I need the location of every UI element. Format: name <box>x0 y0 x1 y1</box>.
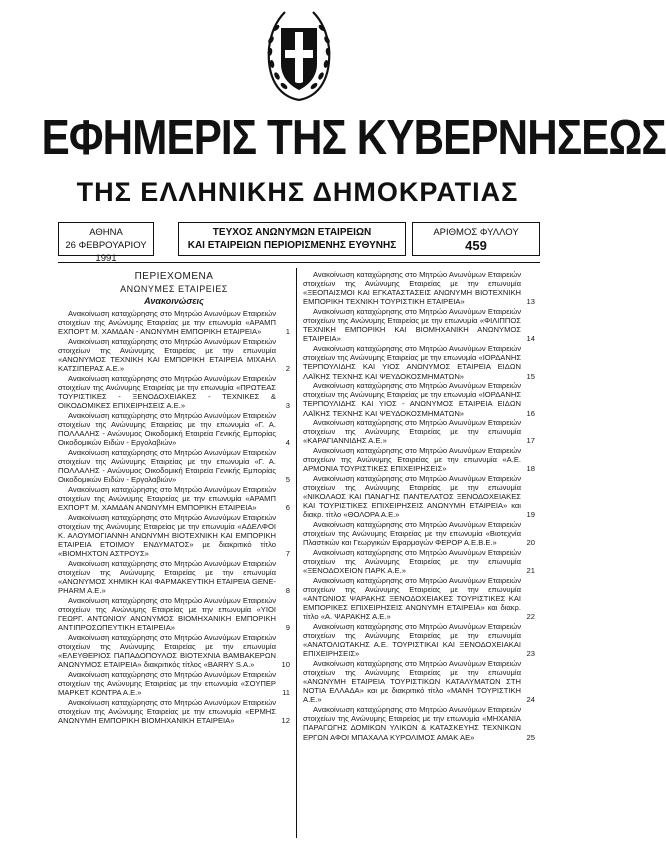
entry-page-number: 20 <box>526 538 535 548</box>
entry-text: Ανακοίνωση καταχώρησης στο Μητρώο Ανωνύμων Εταιρειών στοιχείων της Ανώνυμης Εταιρείας με την επωνυμία «ΑΝΤΩΝΙΟΣ ΨΑΡΑΚΗΣ ΞΕΝΟΔΟΧΕΙΑΚΕΣ ΤΟΥΡΙΣΤΙΚΕΣ ΚΑΙ ΕΜΠΟΡΙΚΕΣ ΕΠΙΧΕΙΡΗΣΕΙΣ ΑΝΩΝΥΜΗ ΕΤΑΙΡΕΙΑ» και διακρ. τίτλο «Α. ΨΑΡΑΚΗΣ Α.Ε.» <box>303 575 521 622</box>
entry-text: Ανακοίνωση καταχώρησης στο Μητρώο Ανωνύμων Εταιρειών στοιχείων της Ανώνυμης Εταιρείας με την επωνυμία «Γ. Α. ΠΟΛΛΑΛΗΣ - Ανώνυμος Οικοδομική Εταιρεία Γενικής Εμπορίας Οικοδομικών Ειδών - Εργολαβιών» <box>58 447 276 485</box>
entry-text: Ανακοίνωση καταχώρησης στο Μητρώο Ανωνύμων Εταιρειών στοιχείων της Ανώνυμης Εταιρείας με την επωνυμία «ΠΡΩΤΕΑΣ ΤΟΥΡΙΣΤΙΚΕΣ - ΞΕΝΟΔΟΧΕΙΑΚΕΣ - ΤΕΧΝΙΚΕΣ & ΟΙΚΟΔΟΜΙΚΕΣ ΕΠΙΧΕΙΡΗΣΕΙΣ Α.Ε.» <box>58 373 276 411</box>
entry-page-number: 3 <box>285 401 290 411</box>
contents-entry <box>58 485 290 512</box>
entry-text: Ανακοίνωση καταχώρησης στο Μητρώο Ανωνύμων Εταιρειών στοιχείων της Ανώνυμης Εταιρείας με την επωνυμία «ΜΗΧΑΝΙΑ ΠΑΡΑΓΩΓΗΣ ΔΟΜΙΚΩΝ ΥΛΙΚΩΝ & ΚΑΤΑΣΚΕΥΗΣ ΤΕΧΝΙΚΩΝ ΕΡΓΩΝ ΑΦΟΙ ΜΠΑΧΑΛΑ ΚΥΡΟΛΙΜΟΣ ΑΜΑΚ ΑΕ» <box>303 705 521 742</box>
header-rule <box>58 262 540 263</box>
entry-page-number: 19 <box>526 510 535 520</box>
entry-page-number: 23 <box>526 649 535 659</box>
entry-text: Ανακοίνωση καταχώρησης στο Μητρώο Ανωνύμων Εταιρειών στοιχείων της Ανώνυμης Εταιρείας με την επωνυμία «ΑΝΩΝΥΜΟΣ ΧΗΜΙΚΗ ΚΑΙ ΦΑΡΜΑΚΕΥΤΙΚΗ ΕΤΑΙΡΕΙΑ GENE-PHARM A.E.» <box>58 558 276 596</box>
entry-page-number: 12 <box>281 716 290 726</box>
contents-entry <box>58 559 290 596</box>
entry-page-number: 4 <box>285 438 290 448</box>
entry-page-number: 16 <box>526 408 535 418</box>
contents-entry <box>58 374 290 411</box>
issue-type-line2: ΚΑΙ ΕΤΑΙΡΕΙΩΝ ΠΕΡΙΟΡΙΣΜΕΝΗΣ ΕΥΘΥΝΗΣ <box>187 240 397 251</box>
contents-entry <box>303 381 535 418</box>
column-divider <box>296 268 297 838</box>
entry-page-number: 25 <box>526 732 535 742</box>
contents-entry <box>303 659 535 705</box>
entry-page-number: 24 <box>526 695 535 705</box>
contents-entry <box>58 337 290 374</box>
entry-text: Ανακοίνωση καταχώρησης στο Μητρώο Ανωνύμων Εταιρειών στοιχείων της Ανώνυμης Εταιρείας με την επωνυμία «ΞΕΟΠΑΙΣΜΟΙ ΚΑΙ ΕΓΚΑΤΑΣΤΑΣΕΙΣ ΑΝΩΝΥΜΗ ΒΙΟΤΕΧΝΙΚΗ ΕΜΠΟΡΙΚΗ ΤΕΧΝΙΚΗ ΤΟΥΡΙΣΤΙΚΗ ΕΤΑΙΡΕΙΑ» <box>303 270 521 307</box>
contents-entry <box>58 670 290 697</box>
entry-page-number: 10 <box>281 660 290 670</box>
entry-page-number: 7 <box>285 549 290 559</box>
entry-page-number: 18 <box>526 464 535 474</box>
entry-text: Ανακοίνωση καταχώρησης στο Μητρώο Ανωνύμων Εταιρειών στοιχείων της Ανώνυμης Εταιρείας με την επωνυμία «ΚΑΡΑΓΙΑΝΝΙΔΗΣ Α.Ε.» <box>303 418 521 446</box>
contents-entry <box>58 513 290 559</box>
contents-entry <box>58 596 290 633</box>
entry-page-number: 21 <box>526 566 535 576</box>
contents-entry <box>303 622 535 659</box>
entry-page-number: 2 <box>285 364 290 374</box>
contents-entry <box>303 344 535 381</box>
issue-date: 26 ΦΕΒΡΟΥΑΡΙΟΥ 1991 <box>65 240 147 264</box>
entry-page-number: 9 <box>285 623 290 633</box>
entry-page-number: 11 <box>282 688 290 698</box>
entry-text: Ανακοίνωση καταχώρησης στο Μητρώο Ανωνύμων Εταιρειών στοιχείων της Ανώνυμης Εταιρείας με την επωνυμία «ΑΡΑΜΠ ΕΧΠΟΡΤ Μ. ΧΑΜΔΑΝ - ΑΝΩΝΥΜΗ ΕΜΠΟΡΙΚΗ ΕΤΑΙΡΕΙΑ» <box>58 309 276 337</box>
entry-page-number: 14 <box>526 334 535 344</box>
entry-text: Ανακοίνωση καταχώρησης στο Μητρώο Ανωνύμων Εταιρειών στοιχείων της Ανώνυμης Εταιρείας με την επωνυμία «ΑΝΑΤΟΛΙΩΤΑΚΗΣ Α.Ε. ΤΟΥΡΙΣΤΙΚΑΙ ΚΑΙ ΞΕΝΟΔΟΧΕΙΑΚΑΙ ΕΠΙΧΕΙΡΗΣΕΙΣ» <box>303 621 521 659</box>
contents-entry <box>58 633 290 670</box>
entry-text: Ανακοίνωση καταχώρησης στο Μητρώο Ανωνύμων Εταιρειών στοιχείων της Ανώνυμης Εταιρείας με την επωνυμία «Γ. Α. ΠΟΛΛΑΛΗΣ - Ανώνυμος Οικοδομική Εταιρεία Γενικής Εμπορίας Οικοδομικών Ειδών - Εργολαβιών» <box>58 410 276 448</box>
entry-text: Ανακοίνωση καταχώρησης στο Μητρώο Ανωνύμων Εταιρειών στοιχείων της Ανώνυμης Εταιρείας με την επωνυμία «ΑΝΩΝΥΜΗ ΕΤΑΙΡΕΙΑ ΤΟΥΡΙΣΤΙΚΩΝ ΚΑΤΑΛΥΜΑΤΩΝ ΣΤΗ ΝΟΤΙΑ ΕΛΛΑΔΑ» και με διακριτικό τίτλο «ΜΑΝΗ ΤΟΥΡΙΣΤΙΚΗ Α.Ε.» <box>303 658 521 705</box>
sheet-number-label: ΑΡΙΘΜΟΣ ΦΥΛΛΟΥ <box>433 227 519 238</box>
date-box <box>58 222 154 264</box>
contents-entry <box>303 705 535 742</box>
entry-text: Ανακοίνωση καταχώρησης στο Μητρώο Ανωνύμων Εταιρειών στοιχείων της Ανώνυμης Εταιρείας με την επωνυμία «ΕΡΜΗΣ ΑΝΩΝΥΜΗ ΕΜΠΟΡΙΚΗ ΒΙΟΜΗΧΑΝΙΚΗ ΕΤΑΙΡΕΙΑ» <box>58 697 276 726</box>
contents-entry <box>303 520 535 547</box>
entry-page-number: 1 <box>285 327 290 337</box>
contents-entry <box>303 548 535 575</box>
contents-entry <box>303 446 535 473</box>
entry-text: Ανακοίνωση καταχώρησης στο Μητρώο Ανωνύμων Εταιρειών στοιχείων της Ανώνυμης Εταιρείας με την επωνυμία «ΦΙΛΙΠΠΟΣ ΤΕΧΝΙΚΗ ΕΜΠΟΡΙΚΗ ΚΑΙ ΒΙΟΜΗΧΑΝΙΚΗ ΑΝΩΝΥΜΟΣ ΕΤΑΙΡΕΙΑ» <box>303 307 521 344</box>
sheet-number-box <box>412 222 540 256</box>
contents-entry <box>303 307 535 344</box>
entry-page-number: 22 <box>526 612 535 622</box>
coat-of-arms-emblem <box>263 6 335 106</box>
entry-page-number: 17 <box>526 436 535 446</box>
entry-text: Ανακοίνωση καταχώρησης στο Μητρώο Ανωνύμων Εταιρειών στοιχείων της Ανώνυμης Εταιρείας με την επωνυμία «ΙΟΡΔΑΝΗΣ ΤΕΡΠΟΥΛΙΔΗΣ ΚΑΙ ΥΙΟΣ ΑΝΩΝΥΜΟΣ ΕΤΑΙΡΕΙΑ ΕΙΔΩΝ ΛΑΪΚΗΣ ΤΕΧΝΗΣ ΚΑΙ ΨΕΥΔΟΚΟΣΜΗΜΑΤΩΝ» <box>303 344 522 381</box>
gazette-subtitle: ΤΗΣ ΕΛΛΗΝΙΚΗΣ ΔΗΜΟΚΡΑΤΙΑΣ <box>76 177 519 207</box>
contents-entry <box>58 309 290 336</box>
contents-entry <box>303 418 535 445</box>
entry-text: Ανακοίνωση καταχώρησης στο Μητρώο Ανωνύμων Εταιρειών στοιχείων της Ανώνυμης Εταιρείας με την επωνυμία «ΞΕΝΟΔΟΧΕΙΟΝ ΠΑΡΚ Α.Ε.» <box>303 547 521 576</box>
entry-text: Ανακοίνωση καταχώρησης στο Μητρώο Ανωνύμων Εταιρειών στοιχείων της Ανώνυμης Εταιρείας με την επωνυμία «ΙΟΡΔΑΝΗΣ ΤΕΡΠΟΥΛΙΔΗΣ ΚΑΙ ΥΙΟΣ - ΑΝΩΝΥΜΟΣ ΕΤΑΙΡΕΙΑ ΕΙΔΩΝ ΛΑΪΚΗΣ ΤΕΧΝΗΣ ΚΑΙ ΨΕΥΔΟΚΟΣΜΗΜΑΤΩΝ» <box>303 381 522 418</box>
sheet-number: 459 <box>465 238 487 253</box>
entry-page-number: 5 <box>285 475 290 485</box>
issue-type-line1: ΤΕΥΧΟΣ ΑΝΩΝΥΜΩΝ ΕΤΑΙΡΕΙΩΝ <box>212 227 372 238</box>
section-heading: ΑΝΩΝΥΜΕΣ ΕΤΑΙΡΕΙΕΣ <box>120 284 228 294</box>
contents-entry <box>58 411 290 448</box>
contents-heading: ΠΕΡΙΕΧΟΜΕΝΑ <box>134 271 214 282</box>
city-label: ΑΘΗΝΑ <box>89 227 123 238</box>
entry-text: Ανακοίνωση καταχώρησης στο Μητρώο Ανωνύμων Εταιρειών στοιχείων της Ανώνυμης Εταιρείας με την επωνυμία «ΑΔΕΛΦΟΙ Κ. ΑΛΟΥΜΟΓΙΑΝΝΗ ΑΝΩΝΥΜΗ ΒΙΟΤΕΧΝΙΚΗ ΚΑΙ ΕΜΠΟΡΙΚΗ ΕΤΑΙΡΕΙΑ ΕΤΟΙΜΟΥ ΕΝΔΥΜΑΤΟΣ» με διακριτικό τίτλο «ΒΙΟΜΗΧΤΟΝ ΑΣΤΡΟΥΣ» <box>58 512 276 559</box>
entry-page-number: 13 <box>526 297 535 307</box>
contents-entry <box>58 698 290 725</box>
entry-text: Ανακοίνωση καταχώρησης στο Μητρώο Ανωνύμων Εταιρειών στοιχείων της Ανώνυμης Εταιρείας με την επωνυμία «ΕΛΕΥΘΕΡΙΟΣ ΠΑΠΑΔΟΠΟΥΛΟΣ ΒΙΟΤΕΧΝΙΑ ΒΑΜΒΑΚΕΡΩΝ ΑΝΩΝΥΜΟΣ ΕΤΑΙΡΕΙΑ» διακριτικός τίτλος «BARRY S.A.» <box>58 632 276 670</box>
entry-page-number: 8 <box>285 586 290 596</box>
entry-text: Ανακοίνωση καταχώρησης στο Μητρώο Ανωνύμων Εταιρειών στοιχείων της Ανώνυμης Εταιρείας με την επωνυμία «Βιοτεχνία Πλαστικών και Γεωργικών Εφαρμογών ΦΕΡΟΡ Α.Ε.Β.Ε.» <box>303 519 521 548</box>
contents-entry <box>303 270 535 307</box>
entry-text: Ανακοίνωση καταχώρησης στο Μητρώο Ανωνύμων Εταιρειών στοιχείων της Ανώνυμης Εταιρείας με την επωνυμία «ΑΡΑΜΠ ΕΧΠΟΡΤ Μ. ΧΑΜΔΑΝ ΑΝΩΝΥΜΗ ΕΜΠΟΡΙΚΗ ΕΤΑΙΡΕΙΑ» <box>58 484 276 513</box>
entry-text: Ανακοίνωση καταχώρησης στο Μητρώο Ανωνύμων Εταιρειών στοιχείων της Ανώνυμης Εταιρείας με την επωνυμία «Α.Ε. ΑΡΜΟΝΙΑ ΤΟΥΡΙΣΤΙΚΕΣ ΕΠΙΧΕΙΡΗΣΕΙΣ» <box>303 445 521 474</box>
subsection-heading: Ανακοινώσεις <box>144 296 204 306</box>
contents-entry <box>58 448 290 485</box>
entry-text: Ανακοίνωση καταχώρησης στο Μητρώο Ανωνύμων Εταιρειών στοιχείων της Ανώνυμης Εταιρείας με την επωνυμία «ΥΙΟΙ ΓΕΩΡΓ. ΑΝΤΩΝΙΟΥ ΑΝΩΝΥΜΟΣ ΒΙΟΜΗΧΑΝΙΚΗ ΕΜΠΟΡΙΚΗ ΑΝΤΙΠΡΟΣΩΠΕΥΤΙΚΗ ΕΤΑΙΡΕΙΑ» <box>58 595 276 633</box>
contents-entry <box>303 576 535 622</box>
entry-text: Ανακοίνωση καταχώρησης στο Μητρώο Ανωνύμων Εταιρειών στοιχείων της Ανώνυμης Εταιρείας με την επωνυμία «ΝΙΚΟΛΑΟΣ ΚΑΙ ΠΑΝΑΓΗΣ ΠΑΝΤΕΛΑΤΟΣ ΞΕΝΟΔΟΧΕΙΑΚΕΣ ΚΑΙ ΤΟΥΡΙΣΤΙΚΕΣ ΕΠΙΧΕΙΡΗΣΕΙΣ ΑΝΩΝΥΜΗ ΕΤΑΙΡΕΙΑ» και διακρ. τίτλο «ΘΟΛΟΡΑ Α.Ε.» <box>303 473 521 520</box>
gazette-title: ΕΦΗΜΕΡΙΣ ΤΗΣ ΚΥΒΕΡΝΗΣΕΩΣ <box>41 111 666 165</box>
entry-page-number: 6 <box>285 503 290 513</box>
issue-type-box <box>178 222 406 256</box>
contents-left-column <box>58 270 290 726</box>
contents-entry <box>303 474 535 520</box>
entry-text: Ανακοίνωση καταχώρησης στο Μητρώο Ανωνύμων Εταιρειών στοιχείων της Ανώνυμης Εταιρείας με την επωνυμία «ΣΟΥΠΕΡ ΜΑΡΚΕΤ ΚΟΝΤΡΑ Α.Ε.» <box>58 670 276 698</box>
entry-text: Ανακοίνωση καταχώρησης στο Μητρώο Ανωνύμων Εταιρειών στοιχείων της Ανώνυμης Εταιρείας με την επωνυμία «ΑΝΩΝΥΜΟΣ ΤΕΧΝΙΚΗ ΚΑΙ ΕΜΠΟΡΙΚΗ ΕΤΑΙΡΕΙΑ ΜΙΧΑΗΛ ΚΑΤΣΙΠΕΡΑΣ Α.Ε.» <box>58 336 276 374</box>
contents-right-column <box>303 270 535 742</box>
entry-page-number: 15 <box>526 371 535 381</box>
